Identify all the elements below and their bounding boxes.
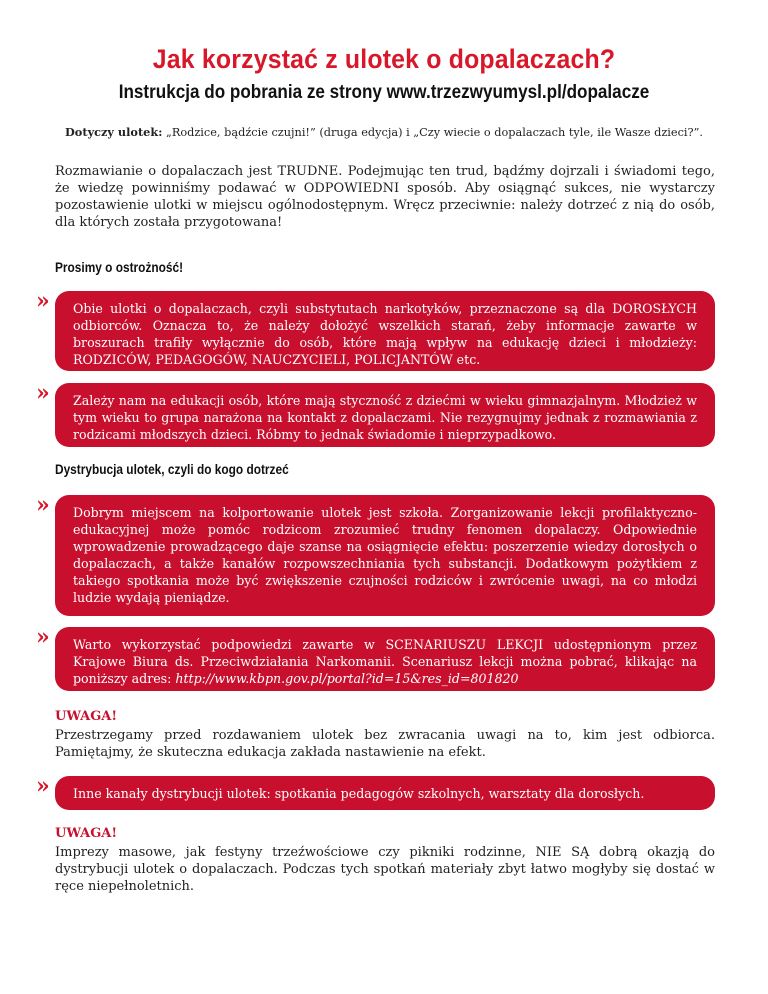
page-title: Jak korzystać z ulotek o dopalaczach?: [152, 44, 616, 74]
section-heading-caution: Prosimy o ostrożność!: [55, 260, 184, 275]
chevron-bullet-icon: »: [36, 624, 50, 650]
warning-text: Przestrzegamy przed rozdawaniem ulotek bez zwracania uwagi na to, kim jest odbiorca. Pamiętajmy, że skuteczna edukacja zakłada nastawienie na efekt.: [55, 728, 715, 760]
chevron-bullet-icon: »: [36, 492, 50, 518]
chevron-bullet-icon: »: [36, 380, 50, 406]
info-box-scenario: [55, 627, 715, 691]
info-box-adult-audience: Obie ulotki o dopalaczach, czyli substytutach narkotyków, przeznaczone są dla DOROSŁYCH odbiorców. Oznacza to, że należy dołożyć wszelkich starań, żeby informacje zawarte w broszurach trafiły wyłącznie do osób, które mają wpływ na edukację dzieci i młodzieży: RODZICÓW, PEDAGOGÓW, NAUCZYCIELI, POLICJANTÓW etc.: [55, 291, 715, 371]
info-box-other-channels: Inne kanały dystrybucji ulotek: spotkania pedagogów szkolnych, warsztaty dla dorosłych.: [55, 776, 715, 810]
page-subtitle: Instrukcja do pobrania ze strony www.trzezwyumysl.pl/dopalacze: [118, 82, 650, 103]
applies-to-text: „Rodzice, bądźcie czujni!” (druga edycja) i „Czy wiecie o dopalaczach tyle, ile Wasze dzieci?”.: [165, 126, 703, 139]
info-box-education: Zależy nam na edukacji osób, które mają styczność z dziećmi w wieku gimnazjalnym. Młodzież w tym wieku to grupa narażona na kontakt z dopalaczami. Nie rezygnujmy jednak z rozmawiania z rodzicami młodszych dzieci. Róbmy to jednak świadomie i nieprzypadkowo.: [55, 383, 715, 447]
warning-label: UWAGA!: [55, 826, 118, 841]
applies-to-line: [0, 125, 768, 139]
section-heading-distribution: Dystrybucja ulotek, czyli do kogo dotrzeć: [55, 462, 289, 477]
warning-text: Imprezy masowe, jak festyny trzeźwościowe czy pikniki rodzinne, NIE SĄ dobrą okazją do dystrybucji ulotek o dopalaczach. Podczas tych spotkań materiały zbyt łatwo mogłyby się dostać w ręce niepełnoletnich.: [55, 845, 715, 894]
scenario-link[interactable]: http://www.kbpn.gov.pl/portal?id=15&res_id=801820: [175, 671, 519, 686]
info-box-school: Dobrym miejscem na kolportowanie ulotek jest szkoła. Zorganizowanie lekcji profilaktyczno-edukacyjnej może pomóc rodzicom zrozumieć trudny fenomen dopalaczy. Odpowiednie wprowadzenie prowadzącego daje szanse na osiągnięcie efektu: poszerzenie wiedzy dorosłych o dopalaczach, a także kanałów rozpowszechniania tych substancji. Dodatkowym pożytkiem z takiego spotkania może być zwiększenie czujności rodziców i zwrócenie uwagi, na co młodzi ludzie wydają pieniądze.: [55, 495, 715, 616]
chevron-bullet-icon: »: [36, 288, 50, 314]
applies-to-label: Dotyczy ulotek:: [65, 125, 163, 139]
scenario-text: Warto wykorzystać podpowiedzi zawarte w SCENARIUSZU LEKCJI udostępnionym przez Krajowe Biura ds. Przeciwdziałania Narkomanii. Scenariusz lekcji można pobrać, klikając na poniższy adres:: [73, 637, 697, 686]
chevron-bullet-icon: »: [36, 773, 50, 799]
warning-label: UWAGA!: [55, 709, 118, 724]
intro-paragraph: Rozmawianie o dopalaczach jest TRUDNE. Podejmując ten trud, bądźmy dojrzali i świadomi tego, że wiedzę powinniśmy podawać w ODPOWIEDNI sposób. Aby osiągnąć sukces, nie wystarczy pozostawienie ulotki w miejscu ogólnodostępnym. Wręcz przeciwnie: należy dotrzeć z nią do osób, dla których została przygotowana!: [55, 164, 715, 230]
